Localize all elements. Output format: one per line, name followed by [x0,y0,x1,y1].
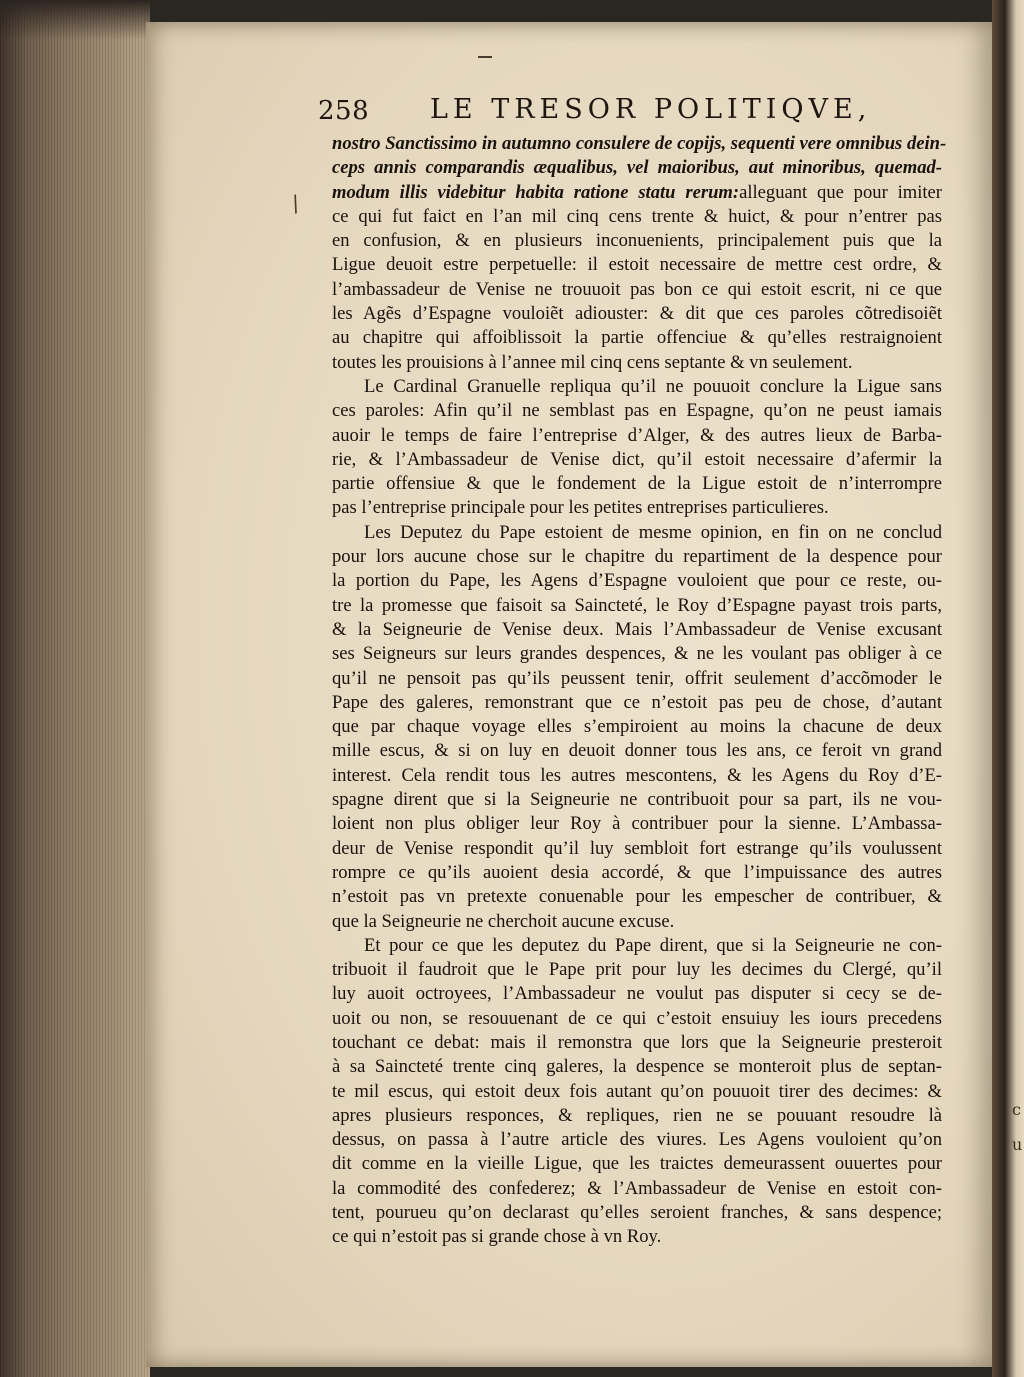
french-text: ce qui fut faict en l’an mil cinq cens trente & huict, & pour n’entrer pas [332,205,942,227]
text-line [332,1080,942,1104]
french-text: que par chaque voyage elles s’empiroient au moins la chacune de deux [332,716,942,738]
french-text: n’estoit pas vn pretexte conuenable pour les empescher de contribuer, & [332,886,942,908]
facing-page-letter: u [1012,1135,1023,1154]
text-line [332,958,942,982]
text-line [332,472,942,496]
text-line [332,132,947,156]
text-line [332,205,942,229]
text-line [332,326,942,350]
text-line [332,1055,942,1079]
latin-quote: ceps annis comparandis æqualibus, vel maioribus, aut minoribus, quemad- [332,157,942,179]
french-text: apres plusieurs responces, & repliques, rien ne se pouuant resoudre là [332,1104,942,1126]
text-line [332,424,942,448]
french-text: pas l’entreprise principale pour les petites entreprises particulieres. [332,497,829,519]
french-text: mille escus, & si on luy en deuoit donner tous les ans, ce feroit vn grand [332,740,942,762]
french-text: toutes les prouisions à l’annee mil cinq cens septante & vn seulement. [332,351,853,373]
french-text: tribuoit il faudroit que le Pape prit pour luy les decimes du Clergé, qu’il [332,959,942,981]
text-line [332,837,942,861]
text-line [332,982,942,1006]
french-text: te mil escus, qui estoit deux fois autant qu’on pouuoit tirer des decimes: & [332,1080,942,1102]
text-line [332,1201,942,1225]
french-text: dessus, on passa à l’autre article des viures. Les Agens vouloient qu’on [332,1129,942,1151]
page-header [318,92,872,134]
french-text: en confusion, & en plusieurs inconuenients, principalement puis que la [332,230,942,252]
french-text: & la Seigneurie de Venise deux. Mais l’Ambassadeur de Venise excusant [332,618,942,640]
margin-annotation: / [287,191,304,218]
text-line [332,594,942,618]
text-line [332,715,942,739]
text-line [332,496,942,520]
text-line [332,885,942,909]
text-line [332,618,942,642]
text-line [332,399,942,423]
text-line [332,667,942,691]
text-line [332,691,942,715]
french-text: ce qui n’estoit pas si grande chose à vn Roy. [332,1226,662,1248]
text-line [332,229,942,253]
french-text: auoir le temps de faire l’entreprise d’Alger, & des autres lieux de Barba- [332,424,942,446]
french-text: touchant ce debat: mais il remonstra que lors que la Seigneurie presteroit [332,1031,942,1053]
french-text: alleguant que pour imiter [739,181,942,203]
french-text: que la Seigneurie ne cherchoit aucune excuse. [332,910,675,932]
french-text: spagne dirent que si la Seigneurie ne contribuoit pour sa part, ils ne vou- [332,789,942,811]
text-line [332,156,942,180]
french-text: interest. Cela rendit tous les autres mescontens, & les Agens du Roy d’E- [332,764,942,786]
book-gutter [992,0,1024,1377]
french-text: au chapitre qui affoiblissoit la partie offenciue & qu’elles restraignoient [332,327,942,349]
text-line [332,351,942,375]
book-fore-edge [0,0,150,1377]
top-mark [478,56,492,58]
french-text: tre la promesse que faisoit sa Saincteté, le Roy d’Espagne payast trois parts, [332,594,942,616]
text-line [332,1007,942,1031]
french-text: Le Cardinal Granuelle repliqua qu’il ne pouuoit conclure la Ligue sans [364,375,942,397]
latin-quote: modum illis videbitur habita ratione statu rerum: [332,181,740,203]
text-line [332,739,942,763]
text-line [332,1128,942,1152]
french-text: Les Deputez du Pape estoient de mesme opinion, en fin on ne conclud [364,521,942,543]
french-text: les Agẽs d’Espagne vouloiẽt adiouster: & dit que ces paroles cõtredisoiẽt [332,303,942,325]
text-line [332,569,942,593]
french-text: deur de Venise respondit qu’il luy sembloit fort estrange qu’ils voulussent [332,837,942,859]
text-line [332,642,942,666]
french-text: l’ambassadeur de Venise ne trouuoit pas bon ce qui estoit escrit, ni ce que [332,278,942,300]
french-text: rie, & l’Ambassadeur de Venise dict, qu’il estoit necessaire d’afermir la [332,448,942,470]
french-text: pour lors aucune chose sur le chapitre du repartiment de la despence pour [332,546,942,568]
text-line [332,1031,942,1055]
french-text: Pape des galeres, remonstrant que ce n’estoit pas peu de chose, d’autant [332,691,942,713]
text-line [332,181,942,205]
body-text [332,132,947,1250]
french-text: partie offensiue & que le fondement de la Ligue estoit de n’interrompre [332,473,942,495]
french-text: loient non plus obliger leur Roy à contribuer pour la sienne. L’Ambassa- [332,813,942,835]
text-line [332,788,942,812]
french-text: rompre ce qu’ils auoient desia accordé, & que l’impuissance des autres [332,861,942,883]
latin-quote: nostro Sanctissimo in autumno consulere de copijs, sequenti vere omnibus dein- [332,133,947,154]
french-text: à sa Saincteté trente cinq galeres, la despence se monteroit plus de septan- [332,1056,942,1078]
text-line [332,302,942,326]
text-line [332,521,942,545]
french-text: dit comme en la vieille Ligue, que les traictes demeurassent ouuertes pour [332,1153,942,1175]
text-line [332,934,942,958]
french-text: ces paroles: Afin qu’il ne semblast pas en Espagne, qu’on ne peust iamais [332,400,942,422]
french-text: Ligue deuoit estre perpetuelle: il estoit necessaire de mettre cest ordre, & [332,254,942,276]
text-line [332,861,942,885]
french-text: la commodité des confederez; & l’Ambassadeur de Venise en estoit con- [332,1177,942,1199]
text-line [332,1104,942,1128]
running-title: LE TRESOR POLITIQVE, [430,94,872,125]
text-line [332,764,942,788]
book-fore-edge-shadow [0,0,150,40]
text-line [332,375,942,399]
text-line [332,1152,942,1176]
text-line [332,253,942,277]
text-line [332,1225,942,1249]
french-text: Et pour ce que les deputez du Pape dirent, que si la Seigneurie ne con- [364,934,942,956]
text-line [332,278,942,302]
french-text: tent, pourueu qu’on declarast qu’elles seroient franches, & sans despence; [332,1202,942,1224]
french-text: ses Seigneurs sur leurs grandes despences, & ne les voulant pas obliger à ce [332,643,942,665]
text-line [332,448,942,472]
facing-page-letter: c [1012,1100,1021,1119]
french-text: uoit ou non, se resouuenant de ce qui c’estoit ensuiuy les iours precedens [332,1007,942,1029]
text-line [332,545,942,569]
french-text: qu’il ne pensoit pas qu’ils peussent tenir, offrit seulement d’accõmoder le [332,667,942,689]
french-text: la portion du Pape, les Agens d’Espagne vouloient que pour ce reste, ou- [332,570,942,592]
french-text: luy auoit octroyees, l’Ambassadeur ne voulut pas disputer si cecy se de- [332,983,942,1005]
page-number: 258 [318,96,370,126]
text-line [332,910,942,934]
text-line [332,812,942,836]
text-line [332,1177,942,1201]
